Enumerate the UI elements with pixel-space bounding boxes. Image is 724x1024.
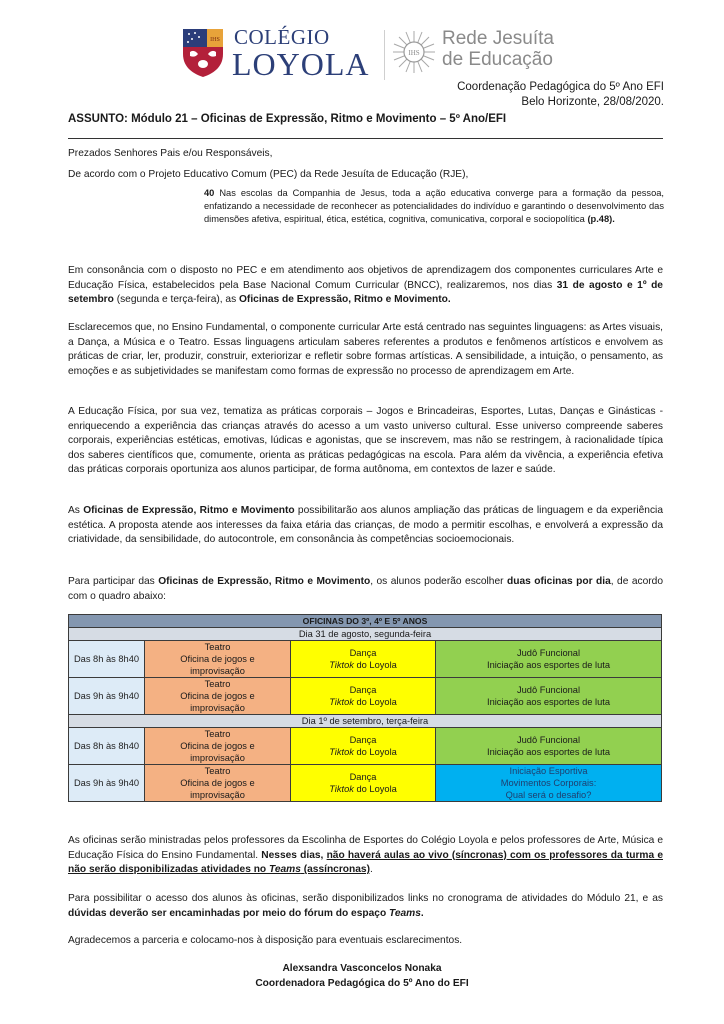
danca-cell — [291, 765, 436, 802]
workshop-title-bold: Oficinas de Expressão, Ritmo e Movimento. — [239, 294, 451, 306]
dates-bold: 31 de agosto e 1º de setembro — [68, 279, 663, 306]
table-row — [69, 765, 662, 802]
logo-divider — [384, 30, 385, 80]
time-slot: Das 9h às 9h40 — [69, 678, 145, 715]
workshop-desc: Oficina de jogos e — [180, 778, 255, 788]
workshop-desc: Oficina de jogos e — [180, 691, 255, 701]
text-run: As oficinas serão ministradas pelos professores da Escolinha de Esportes do Colégio Loyola e pelos professores de Arte, Música e Educação Física do Ensino Fundamental. — [68, 835, 663, 861]
paragraph-consonancia — [68, 264, 663, 308]
text-run: , de acordo com o quadro abaixo: — [68, 576, 663, 602]
text-run: Para participar das — [68, 576, 159, 587]
paragraph-arte: Esclarecemos que, no Ensino Fundamental, o componente curricular Arte está centrado nas seguintes linguagens: as Artes visuais, a Dança, a Música e o Teatro. Essas linguagens articulam saberes referentes a produtos e fenômenos artísticos e envolvem as práticas de criar, ler, produzir, construir, exteriorizar e refletir sobre formas artísticas. A sensibilidade, a intuição, o pensamento, as emoções e as subjetividades se manifestam como formas de expressão no processo de aprendizagem em Arte. — [68, 322, 663, 377]
subject-line — [68, 112, 506, 127]
teatro-cell — [145, 728, 291, 765]
salutation: Prezados Senhores Pais e/ou Responsáveis, — [68, 148, 273, 159]
time-slot: Das 8h às 8h40 — [69, 641, 145, 678]
workshop-desc: do Loyola — [353, 697, 397, 707]
schedule-title-row — [69, 615, 662, 628]
coordination-heading: Coordenação Pedagógica do 5º Ano EFI — [457, 81, 664, 93]
workshop-desc: Oficina de jogos e — [180, 654, 255, 664]
text-run: possibilitarão aos alunos ampliação das práticas de linguagem e da experiência estética. A proposta atende aos interesses da faixa etária das crianças, de modo a permitir escolhas, e envolverá a expressão da criatividade, da sensibilidade, do autocontrole, em consonância às competências socioemocionais. — [68, 505, 663, 546]
workshop-name: Teatro — [204, 679, 231, 689]
teams-italic: Teams — [389, 907, 421, 919]
workshop-name: Dança — [349, 648, 377, 658]
pec-quote — [204, 187, 664, 225]
svg-text:IHS: IHS — [408, 49, 420, 57]
workshop-desc: improvisação — [190, 666, 245, 676]
workshop-name: Teatro — [204, 729, 231, 739]
workshop-desc: improvisação — [190, 703, 245, 713]
signature-name: Alexsandra Vasconcelos Nonaka — [282, 963, 442, 974]
table-row — [69, 678, 662, 715]
day-label: Dia 1º de setembro, terça-feira — [69, 715, 662, 728]
workshop-desc: Iniciação aos esportes de luta — [486, 697, 610, 707]
paragraph-acesso — [68, 892, 663, 921]
workshop-name: Judô Funcional — [516, 735, 581, 745]
text-run: Para possibilitar o acesso dos alunos às oficinas, serão disponibilizados links no cronograma de atividades do Módulo 21, e as — [68, 893, 663, 904]
workshop-desc: Movimentos Corporais: — [500, 778, 597, 788]
paragraph-participar — [68, 575, 663, 604]
svg-text:IHS: IHS — [210, 37, 220, 43]
time-slot: Das 9h às 9h40 — [69, 765, 145, 802]
place-date: Belo Horizonte, 28/08/2020. — [521, 96, 664, 108]
paragraph-agradecimento: Agradecemos a parceria e colocamo-nos à disposição para eventuais esclarecimentos. — [68, 935, 463, 946]
workshop-desc: Iniciação aos esportes de luta — [486, 747, 610, 757]
judo-cell — [436, 728, 662, 765]
workshop-name: Judô Funcional — [516, 648, 581, 658]
subject-label: ASSUNTO: — [68, 113, 128, 125]
judo-cell — [436, 641, 662, 678]
table-row — [69, 728, 662, 765]
paragraph-ministradas — [68, 834, 663, 878]
workshop-desc-italic: Tiktok — [329, 784, 354, 794]
danca-cell — [291, 728, 436, 765]
workshop-name: Judô Funcional — [516, 685, 581, 695]
day-header-row — [69, 715, 662, 728]
doubts-bold: dúvidas deverão ser encaminhadas por meio do fórum do espaço — [68, 907, 389, 919]
schedule-title: OFICINAS DO 3º, 4º E 5º ANOS — [69, 615, 662, 628]
de-educacao-text: de Educação — [442, 49, 553, 70]
colegio-loyola-shield-icon — [182, 28, 224, 78]
two-per-day-bold: duas oficinas por dia — [507, 576, 611, 587]
day-label: Dia 31 de agosto, segunda-feira — [69, 628, 662, 641]
schedule-table — [68, 614, 662, 802]
table-row — [69, 641, 662, 678]
judo-cell — [436, 678, 662, 715]
teatro-cell — [145, 641, 291, 678]
logo-loyola-text: LOYOLA — [232, 46, 370, 82]
paragraph-educacao-fisica: A Educação Física, por sua vez, tematiza as práticas corporais – Jogos e Brincadeiras, Esportes, Lutas, Danças e Ginásticas - enriquecendo a experiência das crianças através do acesso a um vasto universo cultural. Esse universo compreende saberes corporais, experiências estéticas, emotivas, lúdicas e agonistas, que se inscrevem, mas não se restringem, à racionalidade típica dos saberes científicos que, comumente, orienta as práticas pedagógicas na escola. Para além da vivência, a experiência efetiva das práticas corporais oportuniza aos alunos participar, de forma autônoma, em contextos de lazer e saúde. — [68, 406, 663, 476]
time-slot: Das 8h às 8h40 — [69, 728, 145, 765]
workshop-desc: improvisação — [190, 790, 245, 800]
workshop-name: Dança — [349, 735, 377, 745]
iniciacao-esportiva-cell — [436, 765, 662, 802]
text-run: As — [68, 505, 84, 516]
paragraph-oficinas — [68, 504, 663, 548]
workshop-name: Dança — [349, 685, 377, 695]
text-run: . — [420, 907, 424, 919]
danca-cell — [291, 678, 436, 715]
workshop-desc: do Loyola — [353, 784, 397, 794]
workshop-desc: do Loyola — [353, 747, 397, 757]
no-live-classes-underlined: não haverá aulas ao vivo (síncronas) com os professores da turma e não serão disponibilizadas atividades no — [68, 849, 663, 876]
text-run: Em consonância com o disposto no PEC e em atendimento aos objetivos de aprendizagem dos componentes curriculares Arte e Educação Física, estabelecidos pela Base Nacional Comum Curricular (BNCC), realizaremos, nos dias — [68, 265, 663, 291]
letterhead — [180, 24, 580, 84]
workshop-desc: Qual será o desafio? — [505, 790, 592, 800]
workshop-desc: improvisação — [190, 753, 245, 763]
text-run: (segunda e terça-feira), as — [113, 294, 239, 306]
day-header-row — [69, 628, 662, 641]
quote-number: 40 — [204, 188, 215, 198]
subject-divider — [68, 138, 663, 139]
async-underlined: (assíncronas) — [300, 864, 370, 876]
workshop-desc: do Loyola — [353, 660, 397, 670]
workshop-name: Teatro — [204, 642, 231, 652]
workshop-name: Iniciação Esportiva — [509, 766, 588, 776]
workshop-desc: Iniciação aos esportes de luta — [486, 660, 610, 670]
teams-italic: Teams — [268, 864, 301, 876]
subject-text: Módulo 21 – Oficinas de Expressão, Ritmo e Movimento – 5º Ano/EFI — [131, 113, 507, 125]
workshop-desc-italic: Tiktok — [329, 697, 354, 707]
danca-cell — [291, 641, 436, 678]
workshop-title-bold: Oficinas de Expressão, Ritmo e Movimento — [158, 576, 371, 587]
quote-reference: (p.48). — [587, 213, 615, 224]
teatro-cell — [145, 678, 291, 715]
intro-paragraph: De acordo com o Projeto Educativo Comum (PEC) da Rede Jesuíta de Educação (RJE), — [68, 169, 469, 180]
workshop-name: Teatro — [204, 766, 231, 776]
signature-role: Coordenadora Pedagógica do 5º Ano do EFI — [255, 978, 469, 989]
text-run: , os alunos poderão escolher — [370, 576, 507, 587]
workshop-desc: Oficina de jogos e — [180, 741, 255, 751]
quote-text: Nas escolas da Companhia de Jesus, toda a ação educativa converge para a formação da pessoa, enfatizando a necessidade de reconhecer as potencialidades do indivíduo e garantindo o desenvolvimento das dimensões afetiva, espiritual, ética, estética, cognitiva, comunicativa, corporal e sociopolítica — [204, 188, 664, 224]
workshop-title-bold: Oficinas de Expressão, Ritmo e Movimento — [83, 505, 295, 516]
teatro-cell — [145, 765, 291, 802]
workshop-desc-italic: Tiktok — [329, 660, 354, 670]
logo-colegio-text: COLÉGIO — [234, 25, 330, 49]
text-run: . — [369, 864, 373, 876]
rede-jesuita-text: Rede Jesuíta — [442, 28, 554, 49]
workshop-name: Dança — [349, 772, 377, 782]
bold-run: Nesses dias, — [261, 849, 327, 861]
workshop-desc-italic: Tiktok — [329, 747, 354, 757]
rede-jesuita-sunburst-icon — [392, 30, 436, 74]
